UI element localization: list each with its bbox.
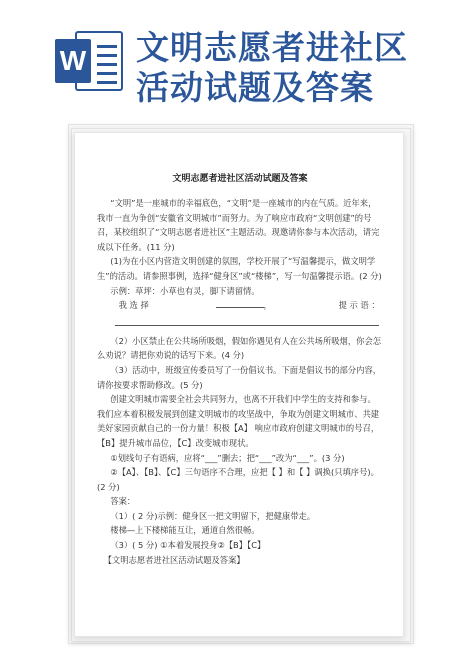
document-footer: 【文明志愿者进社区活动试题及答案】 xyxy=(103,554,245,565)
answer-label: 答案： xyxy=(110,496,136,507)
intro-paragraph: “文明”是一座城市的幸福底色，“文明”是一座城市的内在气质。近年来，我市一直为争创“安徽省文明城市”而努力。为了响应市政府“文明创建”的号召，某校组织了“文明志愿者进社区”主题活动。现邀请你参与本次活动，请完成以下任务。(11 分) xyxy=(97,198,380,252)
banner-title: 文明志愿者进社区活动试题及答案 xyxy=(136,28,408,107)
word-letter-badge: W xyxy=(55,39,91,83)
question-3: （3）活动中，班级宣传委员写了一份倡议书。下面是倡议书的部分内容，请你按要求帮助修改。(5 分) xyxy=(97,364,382,390)
answer-1-continued: 楼梯—上下楼梯能互让，通道自然很畅。 xyxy=(110,525,260,536)
paper-sheet xyxy=(74,132,404,637)
example-line: 示例：草坪：小草也有灵，脚下请留情。 xyxy=(110,285,260,296)
document-banner xyxy=(0,0,474,112)
choose-blank[interactable]: ， xyxy=(216,298,272,313)
question-1: (1)为在小区内营造文明创建的氛围，学校开展了“写温馨提示，做文明学生”的活动。请参照事例，选择“健身区”或“楼梯”，写一句温馨提示语。(2 分) xyxy=(97,256,382,281)
proposal-text: 创建文明城市需要全社会共同努力，也离不开我们中学生的支持和参与。我们应本着积极发展到创建文明城市的攻坚战中，争取为创建文明城市、共建美好家园贡献自己的一份力量！积极【A】 响应市政府创建文明城市的号召， 【B】提升城市品位，【C】改变城市现状。 xyxy=(97,394,380,448)
question-2: （2）小区禁止在公共场所吸烟，假如你遇见有人在公共场所吸烟，你会怎么劝说？请把你劝说的话写下来。(4 分) xyxy=(97,335,382,361)
answer-line[interactable] xyxy=(115,313,379,326)
sub-question-1: ①划线句子有语病，应将“___”删去；把“___”改为“___”。(3 分) xyxy=(110,452,345,463)
answer-1: （1）( 2 分)示例：健身区一把文明留下，把健康带走。 xyxy=(110,510,316,521)
word-document-icon xyxy=(55,31,125,91)
prompt-label: 提 示 语 ： xyxy=(338,300,380,311)
choose-row xyxy=(97,298,383,313)
document-title: 文明志愿者进社区活动试题及答案 xyxy=(172,174,308,184)
sub-question-2: ②【A】、【B】、【C】三句语序不合理，应把【 】和【 】调换(只填序号)。(2 分) xyxy=(97,467,379,492)
answer-3: （3）( 5 分) ①本着发展投身②【B】【C】 xyxy=(110,540,266,551)
choose-label: 我 选 择 xyxy=(118,300,149,311)
paper-preview xyxy=(68,124,412,644)
